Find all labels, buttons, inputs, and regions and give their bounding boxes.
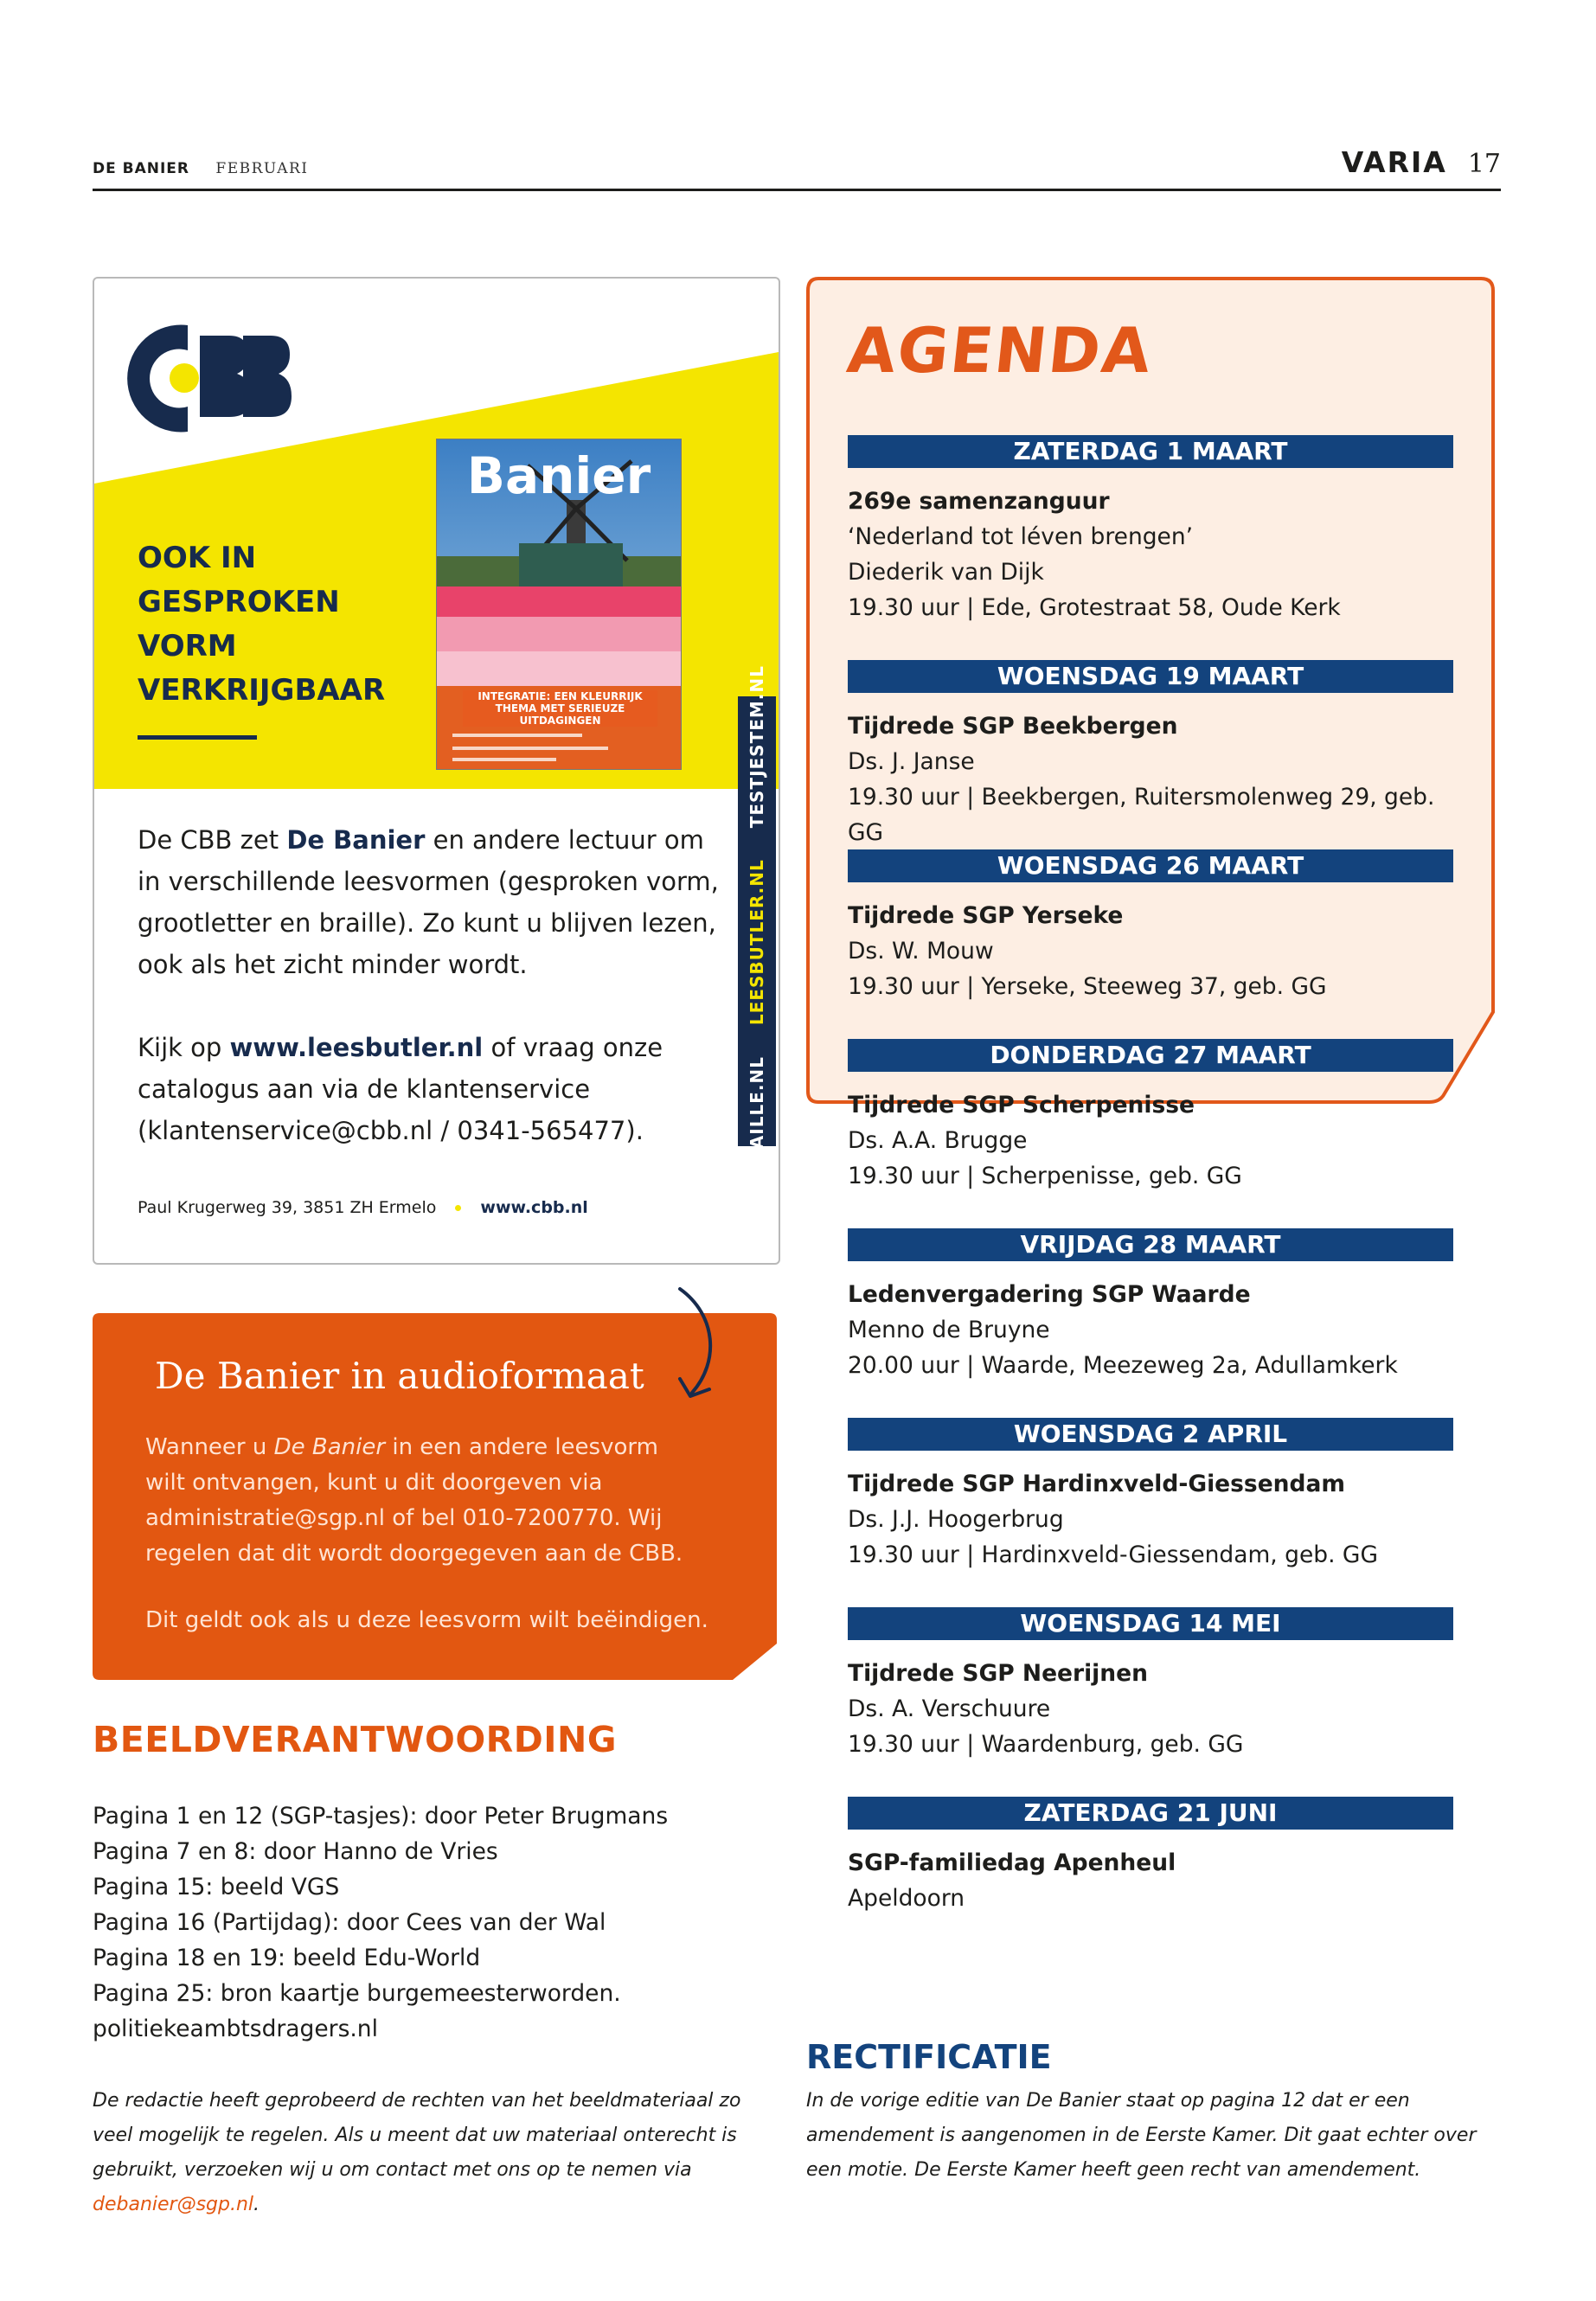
event-title: Ledenvergadering SGP Waarde <box>848 1281 1251 1308</box>
separator-dot <box>455 1205 461 1211</box>
audio-text: in een andere leesvorm wilt ontvangen, kunt u dit doorgeven via administratie@sgp.nl of bel 010-7200770. Wij regelen dat dit wordt doorgegeven aan de CBB. <box>145 1434 683 1567</box>
header-rule <box>93 189 1501 191</box>
credit-line: Pagina 15: beeld VGS <box>93 1874 340 1900</box>
braille-link[interactable]: BRAILLE.NL <box>747 1056 767 1177</box>
event-line: Apeldoorn <box>848 1885 965 1912</box>
issue-month: FEBRUARI <box>215 160 309 177</box>
cover-title: Banier <box>466 446 651 505</box>
cbb-heading: OOK IN GESPROKEN VORM VERKRIJGBAAR <box>138 541 386 708</box>
event-title: Tijdrede SGP Beekbergen <box>848 713 1178 740</box>
cbb-advertisement <box>93 277 780 1265</box>
body-text: De CBB zet <box>138 825 287 855</box>
cbb-address: Paul Krugerweg 39, 3851 ZH Ermelo <box>138 1198 437 1217</box>
magazine-name: De Banier <box>1026 2090 1121 2112</box>
credit-line: Pagina 25: bron kaartje burgemeesterworden. <box>93 1980 621 2007</box>
credit-line: Pagina 7 en 8: door Hanno de Vries <box>93 1838 498 1865</box>
agenda-event <box>848 1607 1453 1762</box>
event-line: Ds. J.J. Hoogerbrug <box>848 1506 1064 1533</box>
event-title: 269e samenzanguur <box>848 488 1110 515</box>
rectificatie-text-part: In de vorige editie van <box>806 2090 1027 2112</box>
publication-name: DE BANIER <box>93 160 190 177</box>
magazine-cover <box>436 439 682 770</box>
event-title: Tijdrede SGP Hardinxveld-Giessendam <box>848 1471 1346 1497</box>
event-line: 20.00 uur | Waarde, Meezeweg 2a, Adullamkerk <box>848 1352 1398 1379</box>
event-line: 19.30 uur | Yerseke, Steeweg 37, geb. GG <box>848 973 1327 1000</box>
event-line: 19.30 uur | Waardenburg, geb. GG <box>848 1731 1244 1758</box>
event-title: Tijdrede SGP Neerijnen <box>848 1660 1148 1687</box>
event-line: 19.30 uur | Hardinxveld-Giessendam, geb. GG <box>848 1541 1379 1568</box>
event-line: Diederik van Dijk <box>848 559 1044 586</box>
agenda-event <box>848 1039 1453 1194</box>
event-line: 19.30 uur | Beekbergen, Ruitersmolenweg 29, geb. GG <box>848 784 1435 846</box>
event-line: ‘Nederland tot léven brengen’ <box>848 523 1194 550</box>
vertical-websites-strip <box>738 665 776 1177</box>
magazine-name: De Banier <box>273 1434 386 1460</box>
audio-text: Wanneer u <box>145 1434 274 1460</box>
event-line: 19.30 uur | Scherpenisse, geb. GG <box>848 1163 1242 1189</box>
event-date: ZATERDAG 21 JUNI <box>848 1797 1453 1830</box>
event-date: WOENSDAG 26 MAART <box>848 849 1453 882</box>
email-link[interactable]: debanier@sgp.nl <box>93 2194 254 2215</box>
agenda-title: AGENDA <box>843 314 1157 387</box>
event-date: VRIJDAG 28 MAART <box>848 1228 1453 1261</box>
rectificatie-title: RECTIFICATIE <box>806 2038 1052 2076</box>
credit-line: Pagina 18 en 19: beeld Edu-World <box>93 1945 481 1971</box>
audio-title: De Banier in audioformaat <box>155 1355 644 1397</box>
event-line: Menno de Bruyne <box>848 1317 1050 1343</box>
agenda-event <box>848 1797 1453 1916</box>
section-name: VARIA <box>1341 145 1447 179</box>
event-date: WOENSDAG 19 MAART <box>848 660 1453 693</box>
credit-line: politiekeambtsdragers.nl <box>93 2016 378 2042</box>
heading-underline <box>138 735 257 740</box>
event-date: DONDERDAG 27 MAART <box>848 1039 1453 1072</box>
credit-line: Pagina 1 en 12 (SGP-tasjes): door Peter Brugmans <box>93 1803 669 1830</box>
leesbutler-url[interactable]: www.leesbutler.nl <box>229 1033 484 1062</box>
event-title: Tijdrede SGP Yerseke <box>848 902 1124 929</box>
image-credits-list <box>93 1798 668 2047</box>
rectificatie-text <box>806 2084 1498 2188</box>
cbb-logo <box>127 320 292 437</box>
event-line: Ds. A.A. Brugge <box>848 1127 1028 1154</box>
testjestem-link[interactable]: TESTJESTEM.NL <box>747 665 767 829</box>
event-date: ZATERDAG 1 MAART <box>848 435 1453 468</box>
audio-paragraph <box>145 1430 699 1572</box>
cbb-body-paragraph <box>138 819 726 985</box>
event-line: Ds. W. Mouw <box>848 938 994 965</box>
event-line: 19.30 uur | Ede, Grotestraat 58, Oude Kerk <box>848 594 1341 621</box>
event-line: Ds. J. Janse <box>848 748 975 775</box>
agenda-event <box>848 1418 1453 1573</box>
event-title: SGP-familiedag Apenheul <box>848 1849 1176 1876</box>
event-date: WOENSDAG 2 APRIL <box>848 1418 1453 1451</box>
beeldverantwoording-title: BEELDVERANTWOORDING <box>93 1719 618 1760</box>
rights-note <box>93 2084 785 2222</box>
curved-arrow-icon <box>666 1282 727 1412</box>
running-header <box>93 160 309 177</box>
event-line: Ds. A. Verschuure <box>848 1695 1051 1722</box>
cbb-footer <box>138 1198 588 1217</box>
event-title: Tijdrede SGP Scherpenisse <box>848 1092 1195 1118</box>
rectificatie-text-part: staat op pagina 12 dat er een amendement is aangenomen in de Eerste Kamer. Dit gaat echter over een motie. De Eerste Kamer heeft geen recht van amendement. <box>806 2090 1477 2181</box>
credit-line: Pagina 16 (Partijdag): door Cees van der Wal <box>93 1909 606 1936</box>
cbb-website-link[interactable]: www.cbb.nl <box>480 1198 588 1217</box>
leesbutler-link[interactable]: LEESBUTLER.NL <box>747 859 767 1026</box>
cbb-contact-paragraph <box>138 1027 726 1151</box>
body-text: of vraag onze catalogus aan via de klantenservice (klantenservice@cbb.nl / 0341-565477). <box>138 1033 663 1145</box>
note-text: . <box>253 2194 260 2215</box>
body-text: Kijk op <box>138 1033 230 1062</box>
page-number: 17 <box>1467 149 1501 179</box>
magazine-name: De Banier <box>286 825 426 855</box>
agenda-event <box>848 849 1453 1004</box>
agenda-event <box>848 1228 1453 1383</box>
cover-tagline: INTEGRATIE: EEN KLEURRIJK THEMA MET SERIEUZE UITDAGINGEN <box>463 690 657 727</box>
audio-note: Dit geldt ook als u deze leesvorm wilt beëindigen. <box>145 1607 708 1633</box>
agenda-event <box>848 660 1453 850</box>
section-header <box>1342 145 1501 179</box>
note-text: De redactie heeft geprobeerd de rechten van het beeldmateriaal zo veel mogelijk te regelen. Als u meent dat uw materiaal onterecht is gebruikt, verzoeken wij u om contact met ons op te nemen via <box>93 2090 741 2181</box>
agenda-event <box>848 435 1453 625</box>
event-date: WOENSDAG 14 MEI <box>848 1607 1453 1640</box>
body-text: en andere lectuur om in verschillende leesvormen (gesproken vorm, grootletter en braille). Zo kunt u blijven lezen, ook als het zicht minder wordt. <box>138 825 719 979</box>
